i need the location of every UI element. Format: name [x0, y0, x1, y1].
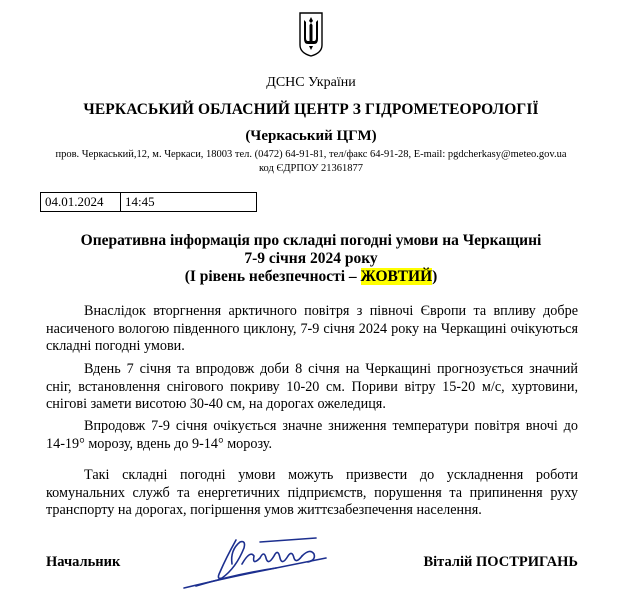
signatory-position: Начальник: [46, 554, 121, 570]
center-name: ЧЕРКАСЬКИЙ ОБЛАСНИЙ ЦЕНТР З ГІДРОМЕТЕОРОЛОГІЇ: [83, 101, 539, 118]
handwritten-signature-icon: [176, 528, 336, 592]
title-dates: 7-9 січня 2024 року: [244, 250, 378, 267]
trident-emblem-icon: [297, 11, 325, 57]
paragraph-temperature: Впродовж 7-9 січня очікується значне зниження температури повітря вночі до 14-19° морозу, вдень до 9-14° морозу.: [46, 418, 578, 452]
danger-level-prefix: (І рівень небезпечності –: [184, 268, 361, 285]
danger-level-badge: ЖОВТИЙ: [360, 268, 433, 285]
danger-level-line: [0, 268, 622, 286]
time-value: 14:45: [125, 194, 155, 209]
paragraph-intro: Внаслідок вторгнення арктичного повітря з півночі Європи та впливу добре насиченого вологою південного циклону, 7-9 січня 2024 року на Черкащині очікуються складні погодні умови.: [46, 303, 578, 354]
signatory-name: Віталій ПОСТРИГАНЬ: [423, 554, 578, 570]
contact-line: пров. Черкаський,12, м. Черкаси, 18003 тел. (0472) 64-91-81, тел/факс 64-91-28, E-mail: pgdcherkasy@meteo.gov.ua: [55, 149, 567, 160]
date-value: 04.01.2024: [41, 193, 121, 211]
document-title: Оперативна інформація про складні погодні умови на Черкащині: [80, 232, 542, 249]
paragraph-consequences: Такі складні погодні умови можуть призвести до ускладнення роботи комунальних служб та енергетичних підприємств, порушення та припинення руху транспорту на дорогах, погіршення умов життєзабезпечення населення.: [46, 467, 578, 518]
paragraph-snow-forecast: Вдень 7 січня та впродовж доби 8 січня на Черкащині прогнозується значний сніг, встановлення снігового покриву 10-20 см. Пориви вітру 15-20 м/с, хуртовини, снігові замети висотою 30-40 см, на дорогах ожеледиця.: [46, 361, 578, 412]
date-time-box: [40, 192, 257, 212]
agency-name: ДСНС України: [266, 75, 356, 90]
center-abbreviation: (Черкаський ЦГМ): [245, 128, 377, 144]
danger-level-suffix: ): [432, 268, 438, 285]
edrpou-code: код ЄДРПОУ 21361877: [258, 163, 364, 174]
